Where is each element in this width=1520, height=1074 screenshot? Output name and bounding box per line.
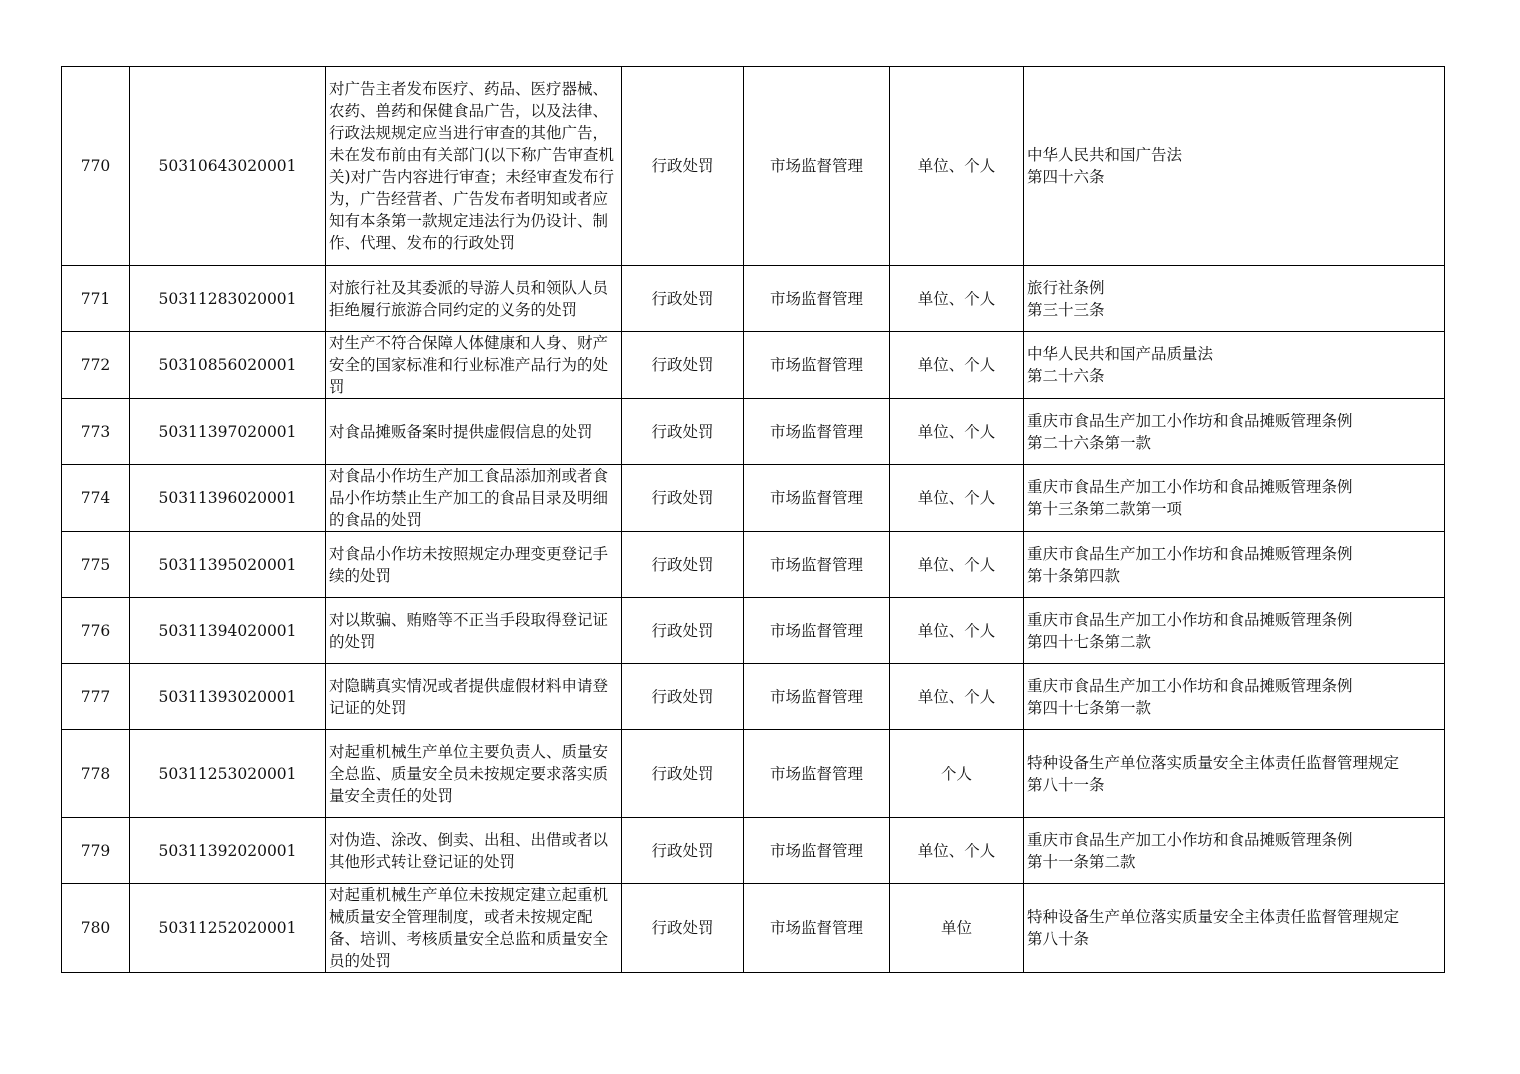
law-article: 第三十三条 [1027, 300, 1105, 319]
table-row [62, 465, 1445, 532]
table-row [62, 399, 1445, 465]
item-description: 对旅行社及其委派的导游人员和领队人员拒绝履行旅游合同约定的义务的处罚 [326, 266, 622, 332]
law-name: 旅行社条例 [1027, 278, 1105, 297]
item-code: 50311396020001 [130, 465, 326, 532]
department: 市场监督管理 [744, 664, 890, 730]
row-number: 773 [62, 399, 130, 465]
applicable-target: 单位、个人 [890, 818, 1024, 884]
item-type: 行政处罚 [622, 818, 744, 884]
table-row [62, 598, 1445, 664]
law-name: 重庆市食品生产加工小作坊和食品摊贩管理条例 [1027, 610, 1353, 629]
applicable-target: 单位 [890, 884, 1024, 973]
item-description: 对食品小作坊未按照规定办理变更登记手续的处罚 [326, 532, 622, 598]
item-code: 50311283020001 [130, 266, 326, 332]
item-code: 50311392020001 [130, 818, 326, 884]
department: 市场监督管理 [744, 884, 890, 973]
department: 市场监督管理 [744, 266, 890, 332]
legal-basis [1024, 465, 1445, 532]
item-type: 行政处罚 [622, 399, 744, 465]
item-description: 对隐瞒真实情况或者提供虚假材料申请登记证的处罚 [326, 664, 622, 730]
law-name: 特种设备生产单位落实质量安全主体责任监督管理规定 [1027, 908, 1400, 926]
law-article: 第四十七条第二款 [1027, 632, 1152, 651]
item-type: 行政处罚 [622, 67, 744, 266]
row-number: 772 [62, 332, 130, 399]
applicable-target: 单位、个人 [890, 465, 1024, 532]
table-row [62, 532, 1445, 598]
law-article: 第四十七条第一款 [1027, 698, 1152, 717]
law-name: 特种设备生产单位落实质量安全主体责任监督管理规定 [1027, 753, 1400, 772]
law-name: 重庆市食品生产加工小作坊和食品摊贩管理条例 [1027, 411, 1353, 430]
legal-basis [1024, 730, 1445, 818]
row-number: 779 [62, 818, 130, 884]
table-row [62, 332, 1445, 399]
department: 市场监督管理 [744, 598, 890, 664]
applicable-target: 单位、个人 [890, 266, 1024, 332]
department: 市场监督管理 [744, 67, 890, 266]
item-type: 行政处罚 [622, 730, 744, 818]
applicable-target: 单位、个人 [890, 67, 1024, 266]
row-number: 775 [62, 532, 130, 598]
legal-basis [1024, 399, 1445, 465]
law-article: 第十条第四款 [1027, 566, 1121, 585]
item-code: 50311252020001 [130, 884, 326, 973]
item-type: 行政处罚 [622, 884, 744, 973]
table-row [62, 67, 1445, 266]
item-type: 行政处罚 [622, 664, 744, 730]
item-code: 50311395020001 [130, 532, 326, 598]
law-article: 第八十条 [1027, 930, 1090, 948]
legal-basis [1024, 67, 1445, 266]
applicable-target: 单位、个人 [890, 332, 1024, 399]
data-table [61, 66, 1445, 973]
law-article: 第八十一条 [1027, 775, 1105, 794]
table-row [62, 818, 1445, 884]
row-number: 780 [62, 884, 130, 973]
applicable-target: 单位、个人 [890, 598, 1024, 664]
legal-basis [1024, 532, 1445, 598]
item-type: 行政处罚 [622, 332, 744, 399]
item-description: 对起重机械生产单位主要负责人、质量安全总监、质量安全员未按规定要求落实质量安全责任的处罚 [326, 730, 622, 818]
department: 市场监督管理 [744, 532, 890, 598]
table-row [62, 730, 1445, 818]
legal-basis [1024, 266, 1445, 332]
item-description: 对生产不符合保障人体健康和人身、财产安全的国家标准和行业标准产品行为的处罚 [326, 332, 622, 399]
table-row [62, 884, 1445, 973]
department: 市场监督管理 [744, 465, 890, 532]
law-article: 第二十六条 [1027, 367, 1105, 385]
item-code: 50310856020001 [130, 332, 326, 399]
applicable-target: 单位、个人 [890, 664, 1024, 730]
item-type: 行政处罚 [622, 532, 744, 598]
item-code: 50311394020001 [130, 598, 326, 664]
applicable-target: 个人 [890, 730, 1024, 818]
item-type: 行政处罚 [622, 598, 744, 664]
row-number: 776 [62, 598, 130, 664]
table-body [62, 67, 1445, 973]
law-article: 第四十六条 [1027, 168, 1105, 186]
legal-basis [1024, 332, 1445, 399]
row-number: 778 [62, 730, 130, 818]
law-name: 中华人民共和国产品质量法 [1027, 345, 1214, 363]
law-article: 第二十六条第一款 [1027, 433, 1152, 452]
table-row [62, 266, 1445, 332]
applicable-target: 单位、个人 [890, 532, 1024, 598]
item-code: 50311397020001 [130, 399, 326, 465]
item-code: 50311253020001 [130, 730, 326, 818]
law-name: 重庆市食品生产加工小作坊和食品摊贩管理条例 [1027, 830, 1353, 849]
legal-basis [1024, 598, 1445, 664]
law-name: 重庆市食品生产加工小作坊和食品摊贩管理条例 [1027, 478, 1353, 496]
law-article: 第十一条第二款 [1027, 852, 1136, 871]
item-code: 50310643020001 [130, 67, 326, 266]
department: 市场监督管理 [744, 399, 890, 465]
law-name: 重庆市食品生产加工小作坊和食品摊贩管理条例 [1027, 676, 1353, 695]
department: 市场监督管理 [744, 818, 890, 884]
item-description: 对伪造、涂改、倒卖、出租、出借或者以其他形式转让登记证的处罚 [326, 818, 622, 884]
item-description: 对广告主者发布医疗、药品、医疗器械、农药、兽药和保健食品广告，以及法律、行政法规规定应当进行审查的其他广告，未在发布前由有关部门(以下称广告审查机关)对广告内容进行审查；未经审查发布行为，广告经营者、广告发布者明知或者应知有本条第一款规定违法行为仍设计、制作、代理、发布的行政处罚 [326, 67, 622, 266]
law-article: 第十三条第二款第一项 [1027, 500, 1183, 518]
item-code: 50311393020001 [130, 664, 326, 730]
table-row [62, 664, 1445, 730]
item-description: 对食品摊贩备案时提供虚假信息的处罚 [326, 399, 622, 465]
law-name: 中华人民共和国广告法 [1027, 146, 1183, 164]
applicable-target: 单位、个人 [890, 399, 1024, 465]
item-description: 对以欺骗、贿赂等不正当手段取得登记证的处罚 [326, 598, 622, 664]
department: 市场监督管理 [744, 332, 890, 399]
legal-basis [1024, 818, 1445, 884]
item-type: 行政处罚 [622, 266, 744, 332]
row-number: 771 [62, 266, 130, 332]
item-type: 行政处罚 [622, 465, 744, 532]
legal-basis [1024, 664, 1445, 730]
item-description: 对起重机械生产单位未按规定建立起重机械质量安全管理制度，或者未按规定配备、培训、考核质量安全总监和质量安全员的处罚 [326, 884, 622, 973]
department: 市场监督管理 [744, 730, 890, 818]
row-number: 774 [62, 465, 130, 532]
item-description: 对食品小作坊生产加工食品添加剂或者食品小作坊禁止生产加工的食品目录及明细的食品的处罚 [326, 465, 622, 532]
law-name: 重庆市食品生产加工小作坊和食品摊贩管理条例 [1027, 544, 1353, 563]
row-number: 770 [62, 67, 130, 266]
row-number: 777 [62, 664, 130, 730]
legal-basis [1024, 884, 1445, 973]
